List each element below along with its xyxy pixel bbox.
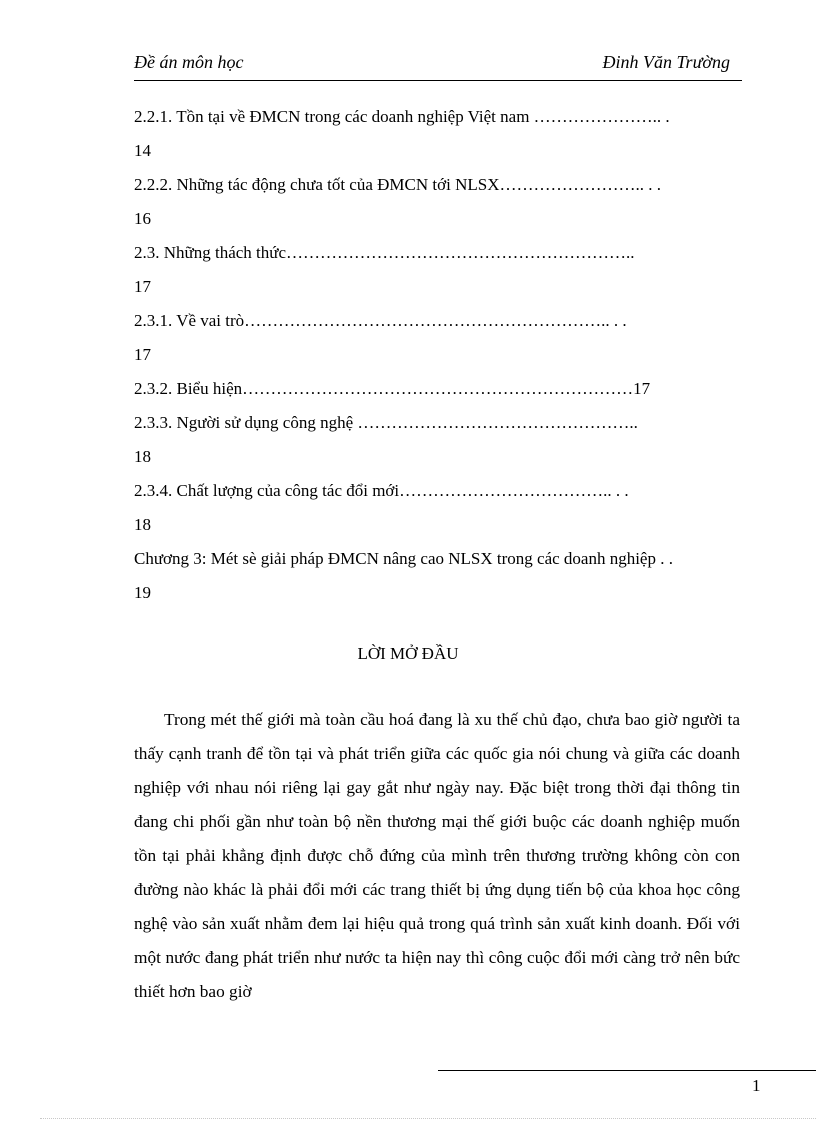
toc-page-number: 18: [134, 515, 151, 534]
table-of-contents: [134, 100, 754, 610]
toc-entry: 2.3.3. Người sử dụng công nghệ …………………………………………..: [134, 413, 638, 432]
header-author-name: Đinh Văn Trường: [602, 52, 730, 72]
toc-page-number: 17: [134, 345, 151, 364]
toc-entry: 2.3.4. Chất lượng của công tác đổi mới……………………………….. . .: [134, 481, 629, 500]
section-heading: LỜI MỞ ĐẦU: [357, 644, 459, 663]
page-header: [134, 50, 742, 81]
page-number: 1: [752, 1076, 761, 1095]
header-course-title: Đề án môn học: [134, 52, 244, 72]
toc-entry: 2.2.1. Tồn tại về ĐMCN trong các doanh nghiệp Việt nam ………………….. .: [134, 107, 670, 126]
intro-paragraph: Trong mét thế giới mà toàn cầu hoá đang là xu thế chủ đạo, chưa bao giờ người ta thấy cạnh tranh để tồn tại và phát triển giữa các quốc gia nói chung và giữa các doanh nghiệp với nhau nói riêng lại gay gắt như ngày nay. Đặc biệt trong thời đại thông tin đang chi phối gần như toàn bộ nền thương mại thế giới buộc các doanh nghiệp muốn tồn tại phải khẳng định được chỗ đứng của mình trên thương trường không còn con đường nào khác là phải đổi mới các trang thiết bị ứng dụng tiến bộ của khoa học công nghệ vào sản xuất nhằm đem lại hiệu quả trong quá trình sản xuất kinh doanh. Đối với một nước đang phát triển như nước ta hiện nay thì công cuộc đổi mới càng trở nên bức thiết hơn bao giờ: [134, 710, 740, 1001]
toc-entry: 2.3.2. Biểu hiện……………………………………………………………17: [134, 379, 651, 398]
toc-page-number: 19: [134, 583, 151, 602]
toc-entry: Chương 3: Mét sè giải pháp ĐMCN nâng cao NLSX trong các doanh nghiệp . .: [134, 549, 673, 568]
toc-page-number: 18: [134, 447, 151, 466]
toc-entry: 2.3.1. Về vai trò……………………………………………………….. . .: [134, 311, 627, 330]
toc-page-number: 17: [134, 277, 151, 296]
toc-page-number: 16: [134, 209, 151, 228]
page-bottom-border: [40, 1118, 816, 1119]
toc-entry: 2.2.2. Những tác động chưa tốt của ĐMCN tới NLSX…………………….. . .: [134, 175, 661, 194]
footer-rule: [438, 1070, 816, 1071]
toc-entry: 2.3. Những thách thức……………………………………………………..: [134, 243, 635, 262]
toc-page-number: 14: [134, 141, 151, 160]
